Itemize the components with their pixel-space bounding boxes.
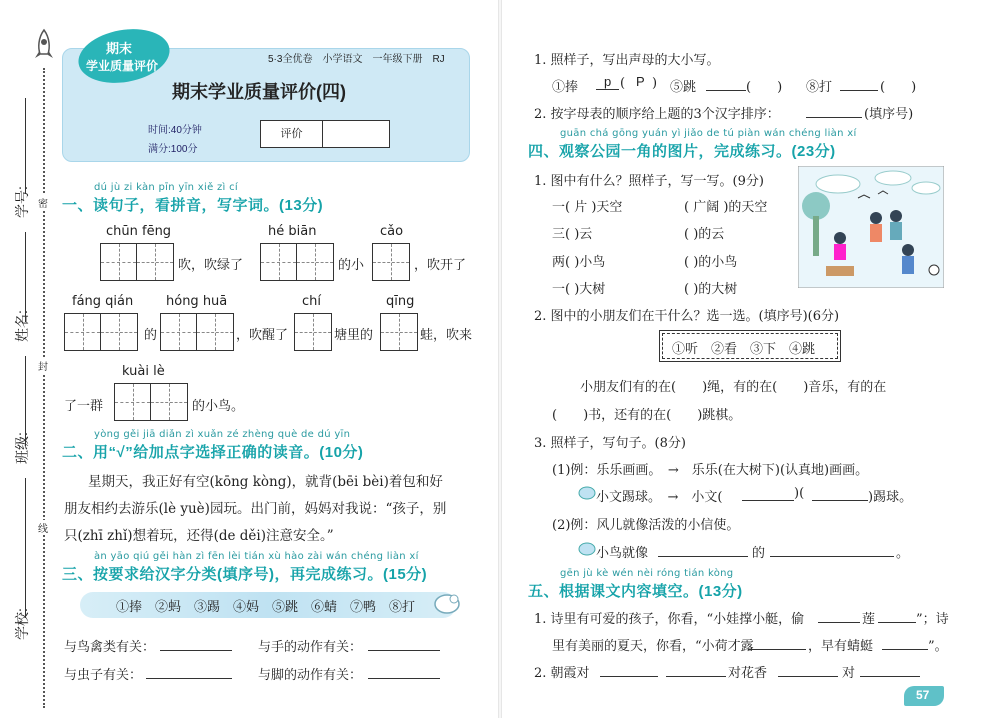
seal-xian: 线 <box>38 520 48 535</box>
s5-line-2a: 里有美丽的夏天，你看，“小荷才露 <box>552 639 754 654</box>
s3-q2: 与手的动作有关： <box>258 640 363 655</box>
evaluation-field[interactable] <box>323 121 389 147</box>
s4-q1: 1. 图中有什么？照样子，写一写。(9分) <box>534 174 764 189</box>
char-grid-chunfeng[interactable] <box>100 243 174 281</box>
s5-blank-7[interactable] <box>778 676 838 677</box>
s1-text-1: 吹，吹绿了 <box>178 258 244 273</box>
s1-pinyin: dú jù zi kàn pīn yīn xiě zì cí <box>94 182 238 193</box>
s1-text-3: ，吹开了 <box>414 258 467 273</box>
s5-blank-3[interactable] <box>748 649 806 650</box>
s3-q4: 与脚的动作有关： <box>258 668 363 683</box>
char-grid-qing[interactable] <box>380 313 418 351</box>
s4-c1: 一( 片 )天空 <box>552 200 623 215</box>
s5-blank-5[interactable] <box>600 676 658 677</box>
r1-example: ①捧 <box>552 80 579 95</box>
s4-c5: 两( )小鸟 <box>552 255 606 270</box>
pinyin-chi: chí <box>302 294 321 309</box>
pinyin-honghua: hóng huā <box>166 294 228 309</box>
s4-c2: ( 广阔 )的天空 <box>684 200 768 215</box>
r1-item-8: ⑧打 <box>806 80 833 95</box>
s5-line-3b: 对花香 <box>728 666 768 681</box>
s5-pinyin: gēn jù kè wén nèi róng tián kòng <box>560 568 734 579</box>
s4-c8: ( )的大树 <box>684 282 738 297</box>
s4-example-1: (1)例：乐乐画画。 → 乐乐(在大树下)(认真地)画画。 <box>552 463 869 478</box>
s5-line-3c: 对 <box>842 666 856 681</box>
s1-text-9: 的小鸟。 <box>192 399 245 414</box>
s5-line-1b: 莲 <box>862 612 876 627</box>
s4-ex2-blank-1[interactable] <box>658 556 748 557</box>
char-list: ①捧 ②蚂 ③踢 ④妈 ⑤跳 ⑥蜻 ⑦鸭 ⑧打 <box>116 600 416 615</box>
s4-ex1-end: )踢球。 <box>868 490 913 505</box>
s4-sentence-2: ( )书，还有的在( )跳棋。 <box>552 408 742 423</box>
s2-line-2: 朋友相约去游乐(lè yuè)园玩。出门前，妈妈对我说：“孩子，别 <box>64 501 447 517</box>
s5-line-2b: ，早有蜻蜓 <box>808 639 874 654</box>
char-grid-kuaile[interactable] <box>114 383 188 421</box>
s3-q4-blank[interactable] <box>368 678 440 679</box>
section-2-title: 二、用“√”给加点字选择正确的读音。(10分) <box>62 444 364 461</box>
s1-text-6: 塘里的 <box>334 328 374 343</box>
s3-q3: 与虫子有关： <box>64 668 143 683</box>
s1-text-4: 的 <box>144 328 158 343</box>
rocket-icon <box>32 28 56 62</box>
s4-ex1-blank-1[interactable] <box>742 500 794 501</box>
s4-q2: 2. 图中的小朋友们在干什么？选一选。(填序号)(6分) <box>534 309 840 324</box>
s5-blank-8[interactable] <box>860 676 920 677</box>
evaluation-box <box>260 120 390 148</box>
r1-q2: 2. 按字母表的顺序给上题的3个汉字排序： <box>534 107 780 122</box>
time-label: 时间:40分钟 <box>148 125 202 136</box>
s5-blank-2[interactable] <box>878 622 916 623</box>
badge-text: 期末 <box>106 41 133 56</box>
score-label: 满分:100分 <box>148 144 198 155</box>
s3-q1: 与鸟禽类有关： <box>64 640 156 655</box>
s4-pinyin: guān chá gōng yuán yì jiǎo de tú piàn wán chéng liàn xí <box>560 128 857 139</box>
char-grid-cao[interactable] <box>372 243 410 281</box>
s5-blank-6[interactable] <box>666 676 726 677</box>
char-grid-fangqian[interactable] <box>64 313 138 351</box>
series-label: 5·3全优卷 小学语文 一年级下册 RJ <box>268 54 445 65</box>
r1-item-8-blank[interactable] <box>840 90 878 91</box>
char-grid-honghua[interactable] <box>160 313 234 351</box>
s4-sentence-1: 小朋友们有的在( )绳，有的在( )音乐，有的在 <box>580 380 887 395</box>
section-1-title: 一、读句子，看拼音，写字词。(13分) <box>62 197 324 214</box>
s2-pinyin: yòng gěi jiā diǎn zì xuǎn zé zhèng què de dú yīn <box>94 429 351 440</box>
binding-name-label: 姓名: <box>14 310 30 342</box>
s2-line-1: 星期天，我正好有空(kōng kòng)，就背(bēi bèi)着包和好 <box>88 474 443 490</box>
s1-text-2: 的小 <box>338 258 365 273</box>
r1-example-upper: P <box>636 74 645 89</box>
char-grid-chi[interactable] <box>294 313 332 351</box>
section-3-title: 三、按要求给汉字分类(填序号)，再完成练习。(15分) <box>62 566 428 583</box>
seal-mi: 密 <box>38 195 48 210</box>
r1-example-lower: p <box>596 74 619 90</box>
s4-ex2-prompt: 小鸟就像 <box>596 546 649 561</box>
r1-q1: 1. 照样子，写出声母的大小写。 <box>534 53 720 68</box>
s4-ex2-mid: 的 <box>752 546 766 561</box>
page-gutter <box>498 0 502 718</box>
evaluation-label: 评价 <box>261 121 323 147</box>
park-illustration <box>798 166 944 288</box>
s4-ex2-end: 。 <box>896 546 910 561</box>
s1-text-8: 了一群 <box>64 399 104 414</box>
s4-ex2-blank-2[interactable] <box>770 556 894 557</box>
s4-ex1-blank-2[interactable] <box>812 500 868 501</box>
r1-q2-hint: (填序号) <box>864 107 914 122</box>
binding-id-label: 学号: <box>14 186 30 218</box>
s4-ex1-prompt: 小文踢球。 → 小文( <box>596 490 723 505</box>
r1-q2-blank[interactable] <box>806 117 862 118</box>
r1-item-5: ⑤跳 <box>670 80 697 95</box>
sheep-icon <box>432 590 462 616</box>
r1-item-5-blank[interactable] <box>706 90 746 91</box>
s1-text-7: 蛙，吹来 <box>420 328 473 343</box>
s4-q3: 3. 照样子，写句子。(8分) <box>534 436 686 451</box>
s4-example-2: (2)例：风儿就像活泼的小信使。 <box>552 518 740 533</box>
badge-subtext: 学业质量评价 <box>86 59 159 73</box>
s3-pinyin: àn yāo qiú gěi hàn zì fēn lèi tián xù hào zài wán chéng liàn xí <box>94 551 419 562</box>
pencil-icon <box>578 486 596 500</box>
s4-c4: ( )的云 <box>684 227 725 242</box>
s4-c6: ( )的小鸟 <box>684 255 738 270</box>
s4-c3: 三( )云 <box>552 227 593 242</box>
s5-line-2c: ”。 <box>928 639 948 654</box>
binding-class-label: 班级: <box>14 432 30 464</box>
s3-q2-blank[interactable] <box>368 650 440 651</box>
pinyin-qing: qīng <box>386 294 415 309</box>
s5-line-1c: ”；诗 <box>916 612 949 627</box>
s4-ex1-mid: )( <box>794 486 805 501</box>
s5-blank-1[interactable] <box>818 622 860 623</box>
pencil-icon-2 <box>578 542 596 556</box>
s3-q1-blank[interactable] <box>160 650 232 651</box>
section-5-title: 五、根据课文内容填空。(13分) <box>528 583 743 600</box>
s5-line-3a: 2. 朝霞对 <box>534 666 590 681</box>
pinyin-hebian: hé biān <box>268 224 317 239</box>
s4-c7: 一( )大树 <box>552 282 606 297</box>
s3-q3-blank[interactable] <box>146 678 232 679</box>
pinyin-cao: cǎo <box>380 224 404 239</box>
page-title: 期末学业质量评价(四) <box>172 82 346 102</box>
s5-line-1a: 1. 诗里有可爱的孩子，你看，“小娃撑小艇，偷 <box>534 612 805 627</box>
s5-blank-4[interactable] <box>882 649 928 650</box>
pinyin-fangqian: fáng qián <box>72 294 134 309</box>
section-4-title: 四、观察公园一角的图片，完成练习。(23分) <box>528 143 836 160</box>
options-text: ①听 ②看 ③下 ④跳 <box>672 342 816 357</box>
pinyin-chunfeng: chūn fēng <box>106 224 172 239</box>
seal-feng: 封 <box>38 358 48 373</box>
page-number: 57 <box>916 688 930 702</box>
char-grid-hebian[interactable] <box>260 243 334 281</box>
binding-school-label: 学校: <box>14 608 30 640</box>
pinyin-kuaile: kuài lè <box>122 364 165 379</box>
s2-line-3: 只(zhī zhǐ)想着玩，还得(de děi)注意安全。” <box>64 528 334 544</box>
s1-text-5: ，吹醒了 <box>236 328 289 343</box>
